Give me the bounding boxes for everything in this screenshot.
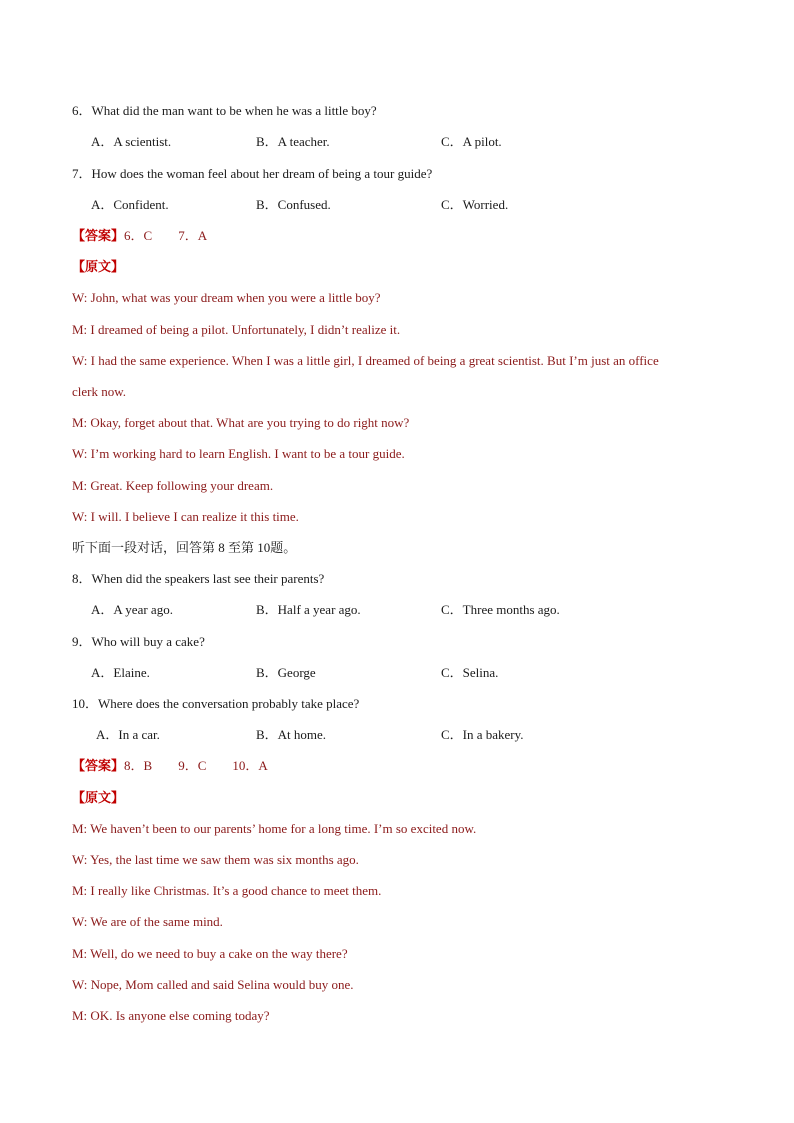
transcript2-line: M: I really like Christmas. It’s a good chance to meet them. [72,883,382,898]
transcript1-line: clerk now. [72,384,127,399]
q10-option-a: A．In a car. [96,727,160,742]
q9-option-c: C．Selina. [441,665,499,680]
transcript2-line: W: We are of the same mind. [72,914,223,929]
q7-option-c: C．Worried. [441,197,509,212]
transcript1-line: W: I will. I believe I can realize it this time. [72,509,299,524]
transcript-tag: 【原文】 [72,790,125,805]
section-instruction: 听下面一段对话，回答第 8 至第 10题。 [72,540,297,555]
answer-block-2 [72,758,268,774]
q9-option-b: B．George [256,665,316,680]
transcript2-line: M: Well, do we need to buy a cake on the way there? [72,946,348,961]
q8-option-b: B．Half a year ago. [256,602,361,617]
answer-block-1 [72,228,207,244]
q8-option-c: C．Three months ago. [441,602,560,617]
question-10: 10．Where does the conversation probably take place? [72,696,360,711]
answer-7: 7．A [178,228,208,243]
q10-option-b: B．At home. [256,727,327,742]
answer-tag: 【答案】 [72,228,125,243]
transcript1-line: M: Great. Keep following your dream. [72,478,274,493]
q6-option-b: B．A teacher. [256,134,330,149]
transcript-tag-2 [72,790,124,806]
q10-option-c: C．In a bakery. [441,727,524,742]
q7-option-a: A．Confident. [91,197,169,212]
transcript2-line: M: OK. Is anyone else coming today? [72,1008,270,1023]
q6-option-a: A．A scientist. [91,134,172,149]
q6-option-c: C．A pilot. [441,134,502,149]
transcript1-line: W: I’m working hard to learn English. I want to be a tour guide. [72,446,405,461]
question-6: 6．What did the man want to be when he was a little boy? [72,103,377,118]
answer-tag: 【答案】 [72,758,125,773]
answer-9: 9．C [178,758,207,773]
transcript-tag: 【原文】 [72,259,125,274]
q8-option-a: A．A year ago. [91,602,173,617]
transcript1-line: M: I dreamed of being a pilot. Unfortunately, I didn’t realize it. [72,322,401,337]
q7-option-b: B．Confused. [256,197,331,212]
transcript1-line: W: John, what was your dream when you were a little boy? [72,290,381,305]
question-9: 9．Who will buy a cake? [72,634,205,649]
answer-6: 6．C [124,228,153,243]
transcript2-line: M: We haven’t been to our parents’ home for a long time. I’m so excited now. [72,821,477,836]
transcript2-line: W: Nope, Mom called and said Selina would buy one. [72,977,354,992]
transcript2-line: W: Yes, the last time we saw them was six months ago. [72,852,359,867]
transcript1-line: W: I had the same experience. When I was a little girl, I dreamed of being a great scientist. But I’m just an office [72,353,659,368]
q9-option-a: A．Elaine. [91,665,150,680]
question-8: 8．When did the speakers last see their parents? [72,571,325,586]
question-7: 7．How does the woman feel about her dream of being a tour guide? [72,166,433,181]
transcript-tag-1 [72,259,124,275]
answer-8: 8．B [124,758,153,773]
transcript1-line: M: Okay, forget about that. What are you trying to do right now? [72,415,410,430]
answer-10: 10．A [232,758,268,773]
